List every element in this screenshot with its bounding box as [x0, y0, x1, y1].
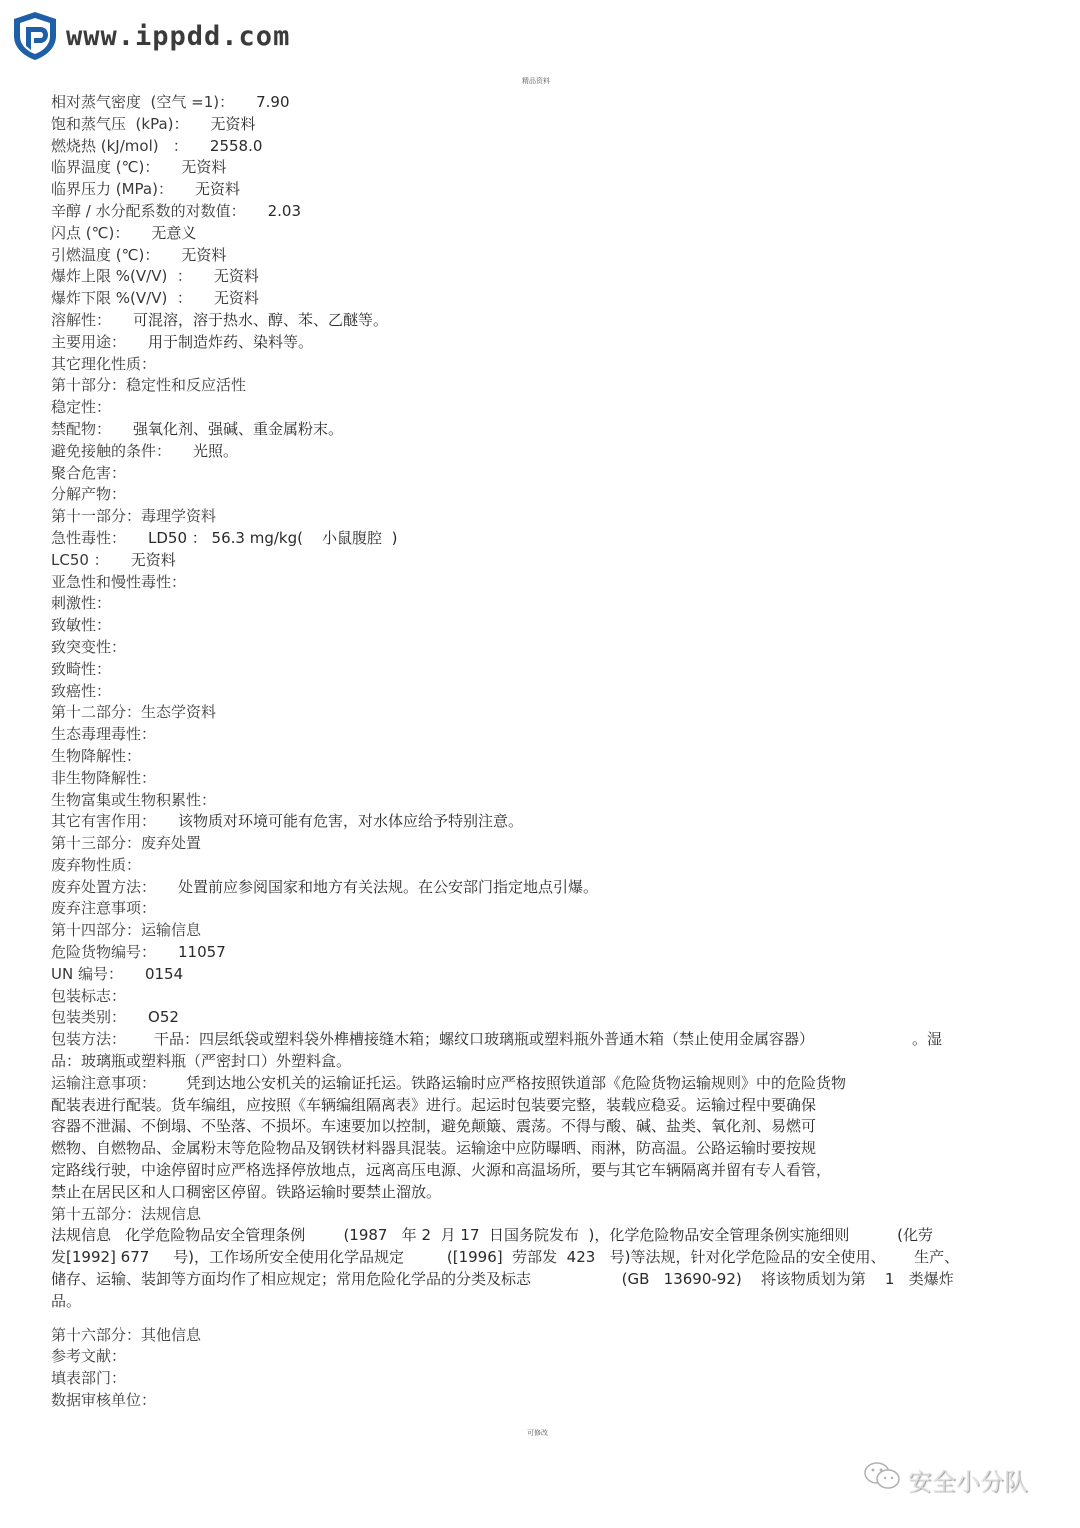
- property-value: 0154: [144, 964, 184, 983]
- property-value: 无资料: [181, 245, 227, 264]
- property-value: 用于制造炸药、染料等。: [148, 332, 314, 351]
- site-watermark: [10, 10, 290, 62]
- transport-notes-label: 运输注意事项：: [51, 1073, 157, 1092]
- property-label: 主要用途：: [51, 332, 127, 351]
- property-value: 强氧化剂、强碱、重金属粉末。: [133, 419, 344, 438]
- property-value: 11057: [178, 943, 226, 962]
- property-line: [51, 833, 1036, 855]
- property-label: 第十二部分：生态学资料: [51, 703, 217, 722]
- property-value: 该物质对环境可能有危害，对水体应给予特别注意。: [178, 812, 524, 831]
- property-label: 第十一部分：毒理学资料: [51, 507, 217, 526]
- property-line: [51, 1007, 1036, 1029]
- property-line: [51, 484, 1036, 506]
- property-label: 亚急性和慢性毒性：: [51, 572, 187, 591]
- property-line: [51, 659, 1036, 681]
- property-value: 无意义: [151, 223, 197, 242]
- property-line: [51, 266, 1036, 288]
- property-line: [51, 702, 1036, 724]
- wechat-watermark: [862, 1460, 1028, 1498]
- property-line: [51, 986, 1036, 1008]
- property-line: [51, 898, 1036, 920]
- property-value: 处置前应参阅国家和地方有关法规。在公安部门指定地点引爆。: [178, 877, 599, 896]
- transport-notes-line: 燃物、自燃物品、金属粉末等危险物品及钢铁材料器具混装。运输途中应防曝晒、雨淋，防高温。公路运输时要按规: [51, 1139, 817, 1158]
- property-label: 聚合危害：: [51, 463, 127, 482]
- property-label: 非生物降解性：: [51, 768, 157, 787]
- property-line: [51, 811, 1036, 833]
- property-label: 稳定性：: [51, 398, 112, 417]
- wechat-icon: [862, 1460, 902, 1498]
- section-title: 第十五部分：法规信息: [51, 1204, 202, 1223]
- section-title: 第十六部分：其他信息: [51, 1325, 202, 1344]
- property-value: LD50 ： 56.3 mg/kg( 小鼠腹腔 ): [148, 528, 398, 547]
- property-label: 第十三部分：废弃处置: [51, 834, 202, 853]
- property-line: [51, 768, 1036, 790]
- property-line: [51, 354, 1036, 376]
- section-15-regulations: [51, 1204, 1036, 1313]
- property-label: 避免接触的条件：: [51, 441, 172, 460]
- transport-notes-line: 配装表进行配装。货车编组，应按照《车辆编组隔离表》进行。起运时包装要完整，装载应稳妥。运输过程中要确保: [51, 1095, 817, 1114]
- property-line: [51, 615, 1036, 637]
- document-body: [51, 92, 1036, 1412]
- property-label: 爆炸上限 %(V/V) ：: [51, 267, 192, 286]
- property-label: 危险货物编号：: [51, 943, 157, 962]
- transport-notes-line: 容器不泄漏、不倒塌、不坠落、不损坏。车速要加以控制，避免颠簸、震荡。不得与酸、碱、盐类、氧化剂、易燃可: [51, 1117, 817, 1136]
- property-line: [51, 681, 1036, 703]
- property-line: [51, 223, 1036, 245]
- property-label: 第十四部分：运输信息: [51, 921, 202, 940]
- property-value: 7.90: [256, 93, 290, 111]
- property-line: [51, 397, 1036, 419]
- property-value: 无资料: [210, 114, 256, 133]
- property-label: 爆炸下限 %(V/V) ：: [51, 289, 192, 308]
- property-label: 相对蒸气密度 (空气 =1)：: [51, 93, 235, 111]
- transport-notes-line: 凭到达地公安机关的运输证托运。铁路运输时应严格按照铁道部《危险货物运输规则》中的危险货物: [186, 1073, 847, 1092]
- property-label: 分解产物：: [51, 485, 127, 504]
- property-line: [51, 310, 1036, 332]
- property-label: LC50 ：: [51, 550, 109, 569]
- property-label: 引燃温度 (℃)：: [51, 245, 160, 264]
- property-lines: [51, 92, 1036, 1029]
- transport-notes: [51, 1073, 1036, 1204]
- property-line: [51, 245, 1036, 267]
- property-label: 包装标志：: [51, 986, 127, 1005]
- property-value: 无资料: [194, 180, 240, 199]
- property-line: [51, 332, 1036, 354]
- property-label: 其它理化性质：: [51, 354, 157, 373]
- property-value: 2.03: [267, 201, 301, 220]
- packaging-method: [51, 1029, 1036, 1073]
- property-line: [51, 550, 1036, 572]
- property-label: 饱和蒸气压 (kPa)：: [51, 114, 189, 133]
- property-label: 废弃物性质：: [51, 855, 142, 874]
- other-info-item: 填表部门：: [51, 1369, 127, 1388]
- transport-notes-line: 禁止在居民区和人口稠密区停留。铁路运输时要禁止溜放。: [51, 1182, 442, 1201]
- property-line: [51, 201, 1036, 223]
- property-line: [51, 375, 1036, 397]
- section-16-other-info: [51, 1325, 1036, 1412]
- property-line: [51, 724, 1036, 746]
- property-label: 辛醇 / 水分配系数的对数值：: [51, 201, 246, 220]
- property-line: [51, 942, 1036, 964]
- property-value: 可混溶，溶于热水、醇、苯、乙醚等。: [133, 310, 389, 329]
- property-line: [51, 288, 1036, 310]
- property-line: [51, 790, 1036, 812]
- property-line: [51, 506, 1036, 528]
- property-line: [51, 136, 1036, 158]
- property-line: [51, 441, 1036, 463]
- transport-notes-line: 定路线行驶，中途停留时应严格选择停放地点，远离高压电源、火源和高温场所，要与其它车辆隔离并留有专人看管，: [51, 1161, 832, 1180]
- property-value: 光照。: [193, 441, 239, 460]
- property-label: 禁配物：: [51, 419, 112, 438]
- property-label: 其它有害作用：: [51, 812, 157, 831]
- property-value: O52: [148, 1008, 179, 1027]
- property-label: 包装类别：: [51, 1008, 127, 1027]
- property-line: [51, 964, 1036, 986]
- property-label: 致癌性：: [51, 681, 112, 700]
- property-line: [51, 637, 1036, 659]
- property-value: 2558.0: [209, 136, 263, 155]
- packaging-method-tail: 。湿: [912, 1030, 943, 1049]
- other-info-item: 参考文献：: [51, 1347, 127, 1366]
- property-label: 生态毒理毒性：: [51, 725, 157, 744]
- property-line: [51, 179, 1036, 201]
- wechat-account-name: 安全小分队: [908, 1467, 1028, 1496]
- property-label: 致突变性：: [51, 637, 127, 656]
- packaging-method-line2: 品：玻璃瓶或塑料瓶（严密封口）外塑料盒。: [51, 1052, 352, 1071]
- property-label: 第十部分：稳定性和反应活性: [51, 376, 247, 395]
- property-line: [51, 877, 1036, 899]
- property-line: [51, 463, 1036, 485]
- regulation-line: 品。: [51, 1291, 82, 1310]
- regulation-line: 发[1992] 677 号)，工作场所安全使用化学品规定 ([1996] 劳部发 423 号)等法规，针对化学危险品的安全使用、 生产、: [51, 1248, 960, 1267]
- property-label: 溶解性：: [51, 310, 112, 329]
- property-label: 临界温度 (℃)：: [51, 158, 160, 177]
- property-line: [51, 855, 1036, 877]
- property-label: 急性毒性：: [51, 528, 127, 547]
- regulation-line: 储存、运输、装卸等方面均作了相应规定；常用危险化学品的分类及标志 (GB 13690-92) 将该物质划为第 1 类爆炸: [51, 1270, 954, 1289]
- property-line: [51, 572, 1036, 594]
- property-label: 致敏性：: [51, 616, 112, 635]
- property-value: 无资料: [213, 289, 259, 308]
- shield-p-logo-icon: [10, 10, 60, 62]
- property-line: [51, 419, 1036, 441]
- packaging-method-label: 包装方法：: [51, 1030, 127, 1049]
- property-line: [51, 114, 1036, 136]
- regulation-line: 法规信息 化学危险物品安全管理条例 (1987 年 2 月 17 日国务院发布 )，化学危险物品安全管理条例实施细则 (化劳: [51, 1226, 933, 1245]
- property-line: [51, 920, 1036, 942]
- property-label: 闪点 (℃)：: [51, 223, 130, 242]
- property-value: 无资料: [213, 267, 259, 286]
- page-footer: 可修改: [527, 1429, 548, 1437]
- other-info-item: 数据审核单位：: [51, 1391, 157, 1410]
- property-label: 废弃注意事项：: [51, 899, 157, 918]
- property-label: UN 编号：: [51, 964, 123, 983]
- property-line: [51, 92, 1036, 114]
- property-label: 刺激性：: [51, 594, 112, 613]
- property-value: 无资料: [130, 550, 176, 569]
- property-line: [51, 746, 1036, 768]
- site-url: www.ippdd.com: [66, 20, 291, 52]
- property-label: 废弃处置方法：: [51, 877, 157, 896]
- property-label: 临界压力 (MPa)：: [51, 180, 173, 199]
- property-label: 燃烧热 (kJ/mol) ：: [51, 136, 188, 155]
- property-line: [51, 528, 1036, 550]
- property-line: [51, 593, 1036, 615]
- property-label: 生物降解性：: [51, 746, 142, 765]
- page-header: 精品资料: [522, 77, 550, 85]
- property-label: 致畸性：: [51, 659, 112, 678]
- property-value: 无资料: [181, 158, 227, 177]
- property-line: [51, 157, 1036, 179]
- property-label: 生物富集或生物积累性：: [51, 790, 217, 809]
- packaging-method-line1: 干品：四层纸袋或塑料袋外榫槽接缝木箱；螺纹口玻璃瓶或塑料瓶外普通木箱（禁止使用金属容器）: [154, 1030, 815, 1049]
